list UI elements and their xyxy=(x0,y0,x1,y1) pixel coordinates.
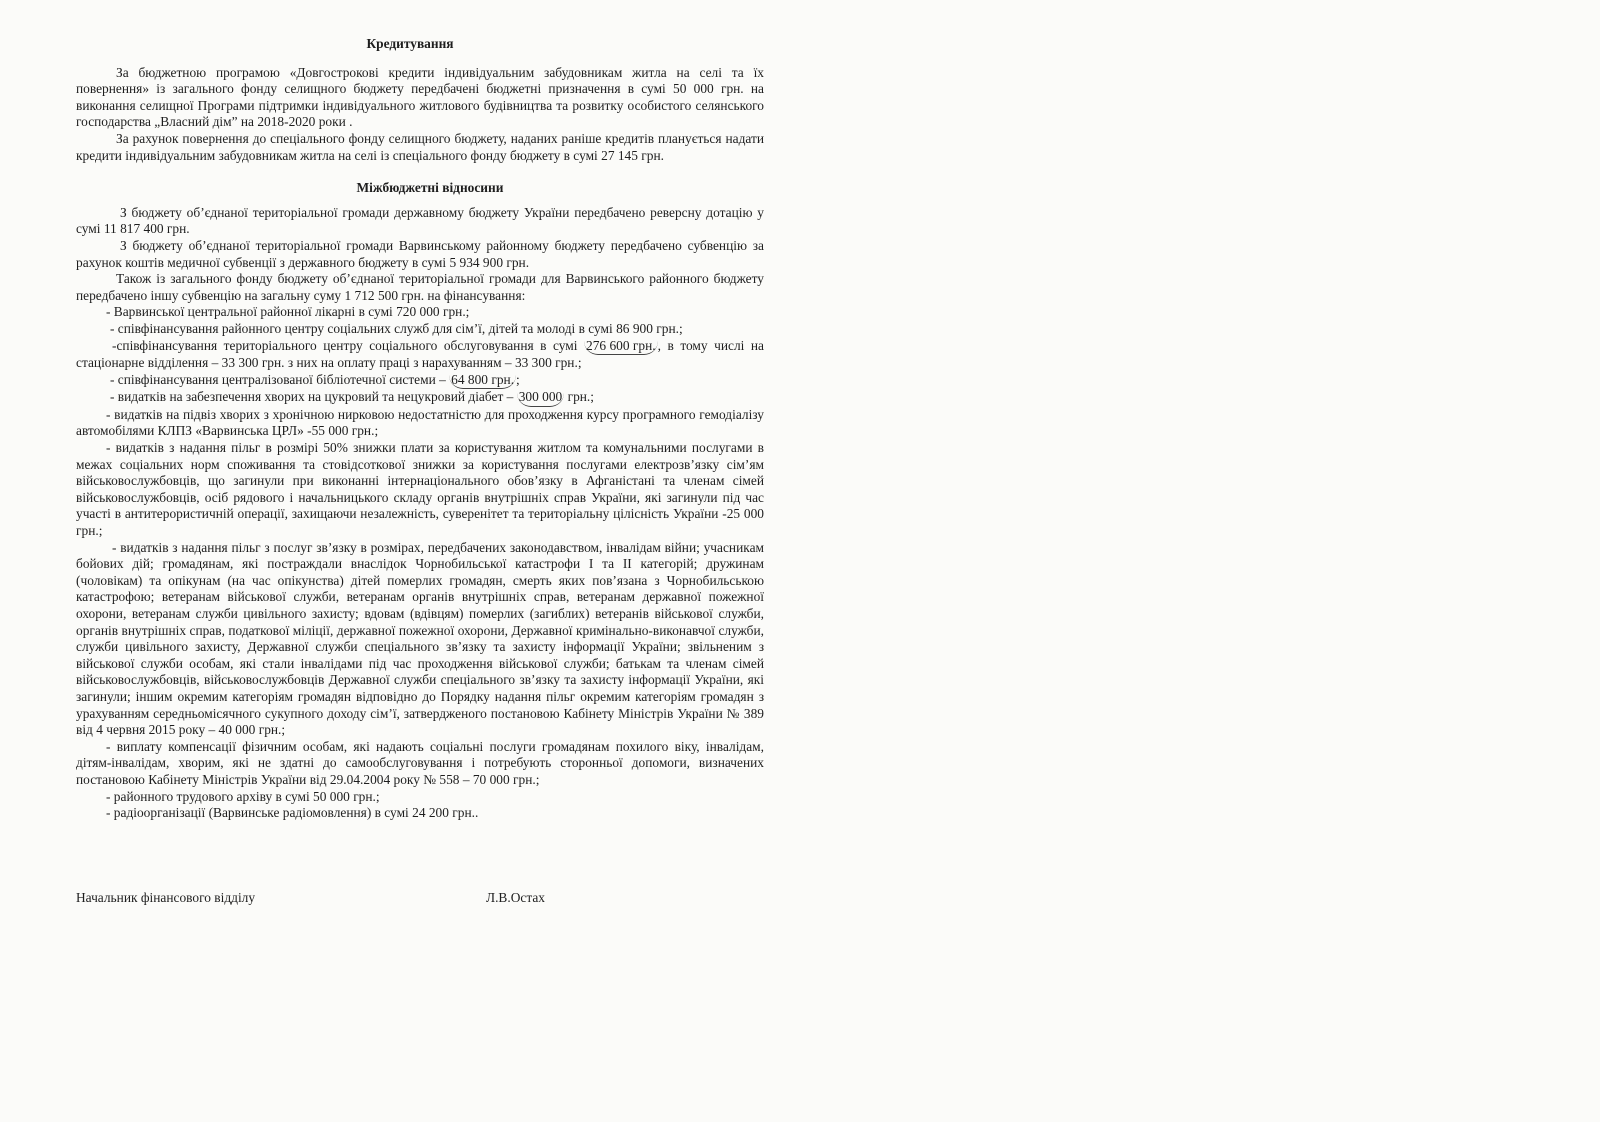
signatory-role: Начальник фінансового відділу xyxy=(76,890,256,905)
circled-amount: 64 800 грн. xyxy=(449,372,516,390)
list-item-text: , в тому числі на стаціонарне відділення – 33 300 грн. з них на оплату праці з нарахуванням – 33 300 грн.; xyxy=(76,337,764,371)
list-item: - видатків з надання пільг з послуг зв’язку в розмірах, передбачених законодавством, інвалідам війни; учасникам бойових дій; громадянам, які постраждали внаслідок Чорнобильської катастрофи I та II категорій; дружинам (чоловікам) та опікунам (на час опікунства) дітей померлих громадян, смерть яких пов’язана з Чорнобильською катастрофою; ветеранам військової служби, ветеранам органів внутрішніх справ, ветеранам державної пожежної охорони, ветеранам служби цивільного захисту; вдовам (вдівцям) померлих (загиблих) ветеранів військової служби, органів внутрішніх справ, податкової міліції, державної пожежної охорони, Державної кримінально-виконавчої служби, служби цивільного захисту, Державної служби спеціального зв’язку та захисту інформації України; звільненим з військової служби особам, які стали інвалідами під час проходження військової служби; батькам та членам сімей військовослужбовців, військовослужбовців Державної служби спеціального зв’язку та захисту інформації України, які загинули; іншим окремим категоріям громадян відповідно до Порядку надання пільг окремим категоріям громадян з урахуванням середньомісячного сукупного доходу сім’ї, затвердженого постановою Кабінету Міністрів України № 389 від 4 червня 2015 року – 40 000 грн.; xyxy=(76,539,764,738)
document-body xyxy=(76,36,764,822)
paragraph: З бюджету об’єднаної територіальної громади державному бюджету України передбачено реверсну дотацію у сумі 11 817 400 грн. xyxy=(76,204,764,237)
paragraph: За бюджетною програмою «Довгострокові кредити індивідуальним забудовникам житла на селі та їх повернення» із загального фонду селищного бюджету передбачені бюджетні призначення в сумі 50 000 грн. на виконання селищної Програми підтримки індивідуального житлового будівництва та розвитку особистого селянського господарства „Власний дім” на 2018-2020 роки . xyxy=(76,64,764,130)
list-item-text: - співфінансування централізованої бібліотечної системи – xyxy=(110,371,446,387)
list-item-text: - видатків на забезпечення хворих на цукровий та нецукровий діабет – xyxy=(110,389,514,405)
list-item: - радіоорганізації (Варвинське радіомовлення) в сумі 24 200 грн.. xyxy=(106,805,479,821)
section-heading-crediting: Кредитування xyxy=(366,36,454,51)
list-item: - співфінансування районного центру соціальних служб для сім’ї, дітей та молоді в сумі 86 900 грн.; xyxy=(110,320,683,336)
list-item: - виплату компенсації фізичним особам, які надають соціальні послуги громадянам похилого віку, інвалідам, дітям-інвалідам, хворим, які не здатні до самообслуговування і потребують сторонньої допомоги, визначених постановою Кабінету Міністрів України від 29.04.2004 року № 558 – 70 000 грн.; xyxy=(76,738,764,787)
list-item-text: грн.; xyxy=(564,389,595,405)
paragraph: За рахунок повернення до спеціального фонду селищного бюджету, наданих раніше кредитів планується надати кредити індивідуальним забудовникам житла на селі із спеціального фонду бюджету в сумі 27 145 грн. xyxy=(76,130,764,163)
circled-amount: 300 000 xyxy=(517,389,565,407)
list-item-text: -співфінансування територіального центру соціального обслуговування в сумі xyxy=(112,337,578,353)
list-item: - видатків на підвіз хворих з хронічною нирковою недостатністю для проходження курсу програмного гемодіалізу автомобілями КЛПЗ «Варвинська ЦРЛ» -55 000 грн.; xyxy=(76,406,764,439)
circled-amount: 276 600 грн. xyxy=(584,338,658,356)
signatory-name: Л.В.Остах xyxy=(486,890,545,905)
list-item-text: ; xyxy=(516,371,520,387)
paragraph: З бюджету об’єднаної територіальної громади Варвинському районному бюджету передбачено субвенцію за рахунок коштів медичної субвенції з державного бюджету в сумі 5 934 900 грн. xyxy=(76,237,764,270)
paragraph: Також із загального фонду бюджету об’єднаної територіальної громади для Варвинського районного бюджету передбачено іншу субвенцію на загальну суму 1 712 500 грн. на фінансування: xyxy=(76,271,764,303)
list-item xyxy=(76,372,764,390)
list-item: - видатків з надання пільг в розмірі 50% знижки плати за користування житлом та комунальними послугами в межах соціальних норм споживання та стовідсоткової знижки за користування послугами електрозв’язку сім’ям військовослужбовців, що загинули при виконанні інтернаціонального обов’язку в Афганістані та членам сімей військовослужбовців, осіб рядового і начальницького складу органів внутрішніх справ України, які загинули під час участі в антитерористичній операції, захищаючи незалежність, суверенітет та територіальну цілісність України -25 000 грн.; xyxy=(76,440,764,539)
section-heading-interbudget: Міжбюджетні відносини xyxy=(356,180,504,196)
list-item xyxy=(76,338,764,372)
list-item xyxy=(76,389,764,407)
list-item: - Варвинської центральної районної лікарні в сумі 720 000 грн.; xyxy=(106,304,470,320)
list-item: - районного трудового архіву в сумі 50 000 грн.; xyxy=(106,788,380,804)
